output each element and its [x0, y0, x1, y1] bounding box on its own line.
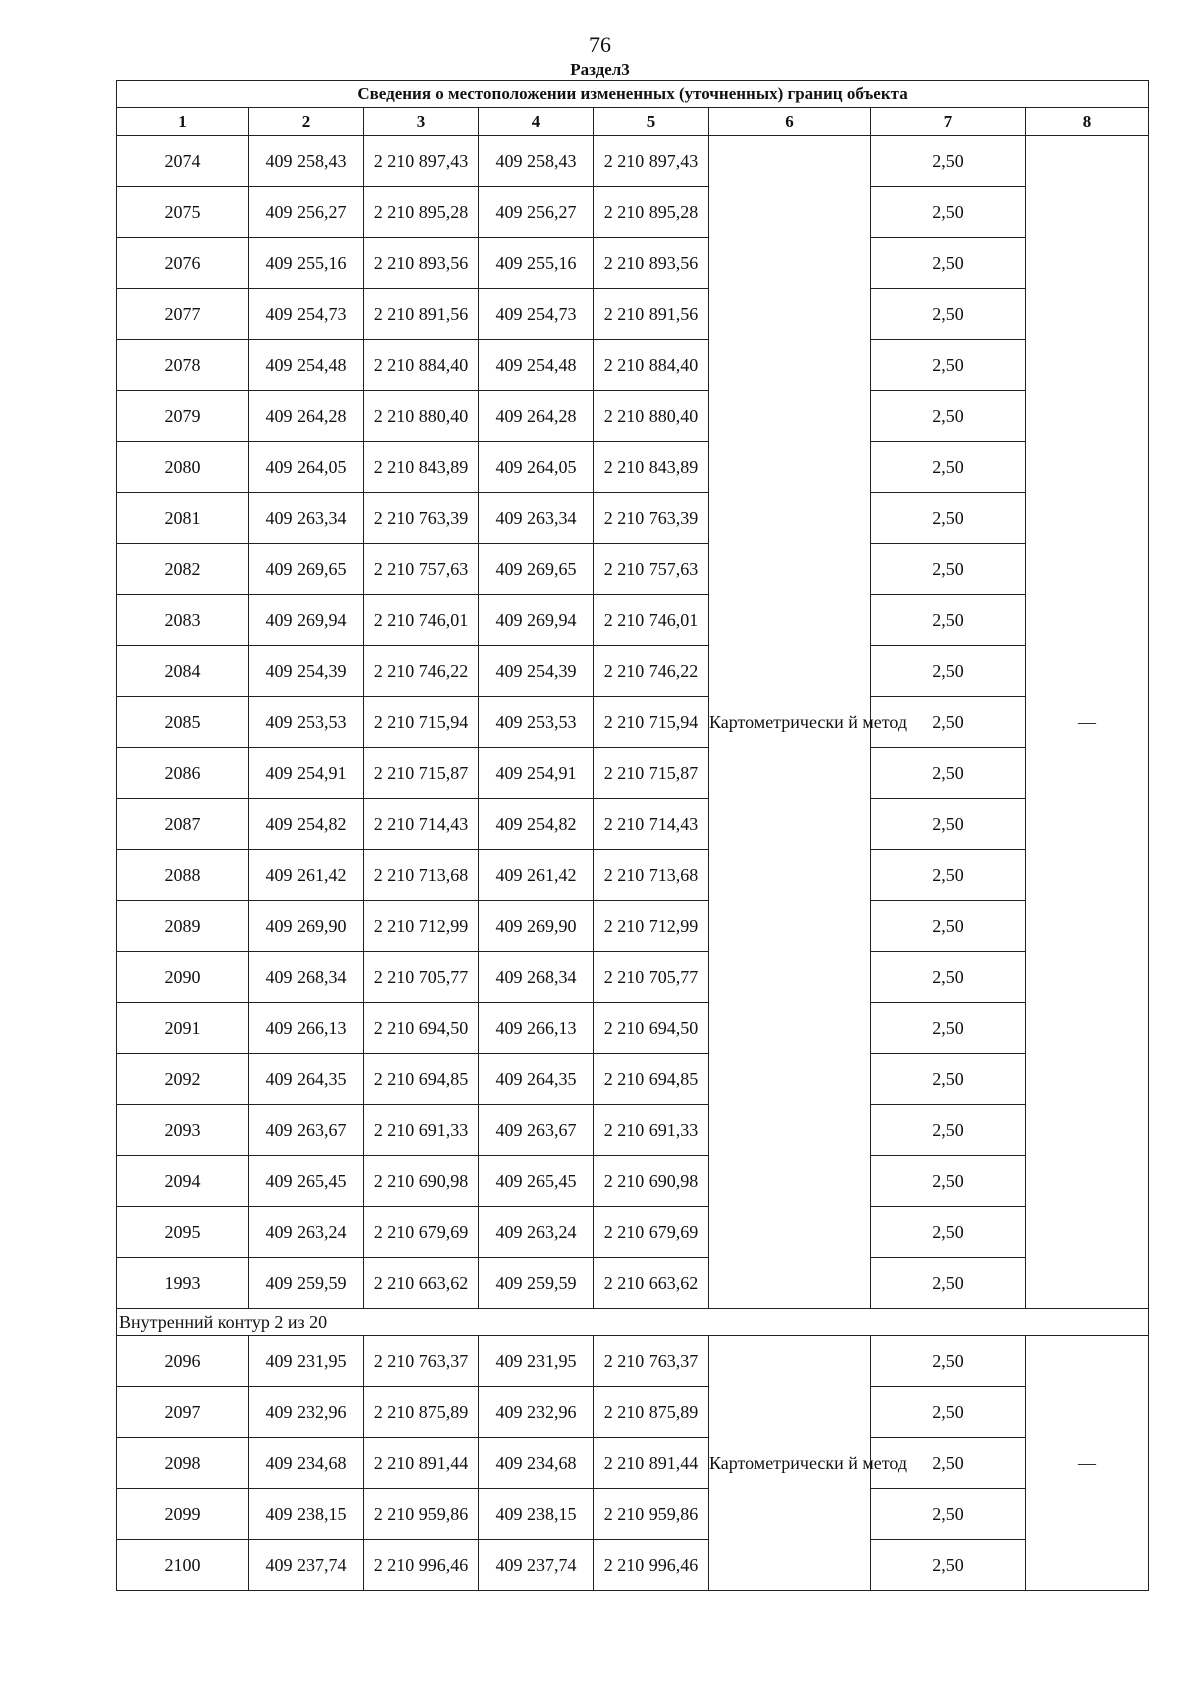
table-row: [117, 1207, 1149, 1258]
column-number: 8: [1026, 108, 1149, 136]
y-before: 2 210 895,28: [364, 187, 479, 238]
table-row: [117, 340, 1149, 391]
x-before: 409 234,68: [249, 1438, 364, 1489]
y-before: 2 210 663,62: [364, 1258, 479, 1309]
x-before: 409 254,91: [249, 748, 364, 799]
contour-label-row: [117, 1309, 1149, 1336]
y-before: 2 210 694,85: [364, 1054, 479, 1105]
y-after: 2 210 884,40: [594, 340, 709, 391]
accuracy-value: 2,50: [871, 1003, 1026, 1054]
table-row: [117, 646, 1149, 697]
x-after: 409 254,82: [479, 799, 594, 850]
y-after: 2 210 714,43: [594, 799, 709, 850]
accuracy-value: 2,50: [871, 748, 1026, 799]
accuracy-value: 2,50: [871, 1387, 1026, 1438]
accuracy-value: 2,50: [871, 1336, 1026, 1387]
y-before: 2 210 690,98: [364, 1156, 479, 1207]
x-before: 409 231,95: [249, 1336, 364, 1387]
x-after: 409 254,91: [479, 748, 594, 799]
x-before: 409 261,42: [249, 850, 364, 901]
x-after: 409 259,59: [479, 1258, 594, 1309]
point-number: 2076: [117, 238, 249, 289]
table-row: [117, 1054, 1149, 1105]
y-before: 2 210 763,37: [364, 1336, 479, 1387]
y-after: 2 210 996,46: [594, 1540, 709, 1591]
y-after: 2 210 712,99: [594, 901, 709, 952]
y-before: 2 210 757,63: [364, 544, 479, 595]
x-after: 409 269,90: [479, 901, 594, 952]
x-after: 409 255,16: [479, 238, 594, 289]
point-number: 1993: [117, 1258, 249, 1309]
accuracy-value: 2,50: [871, 391, 1026, 442]
y-after: 2 210 891,44: [594, 1438, 709, 1489]
point-number: 2091: [117, 1003, 249, 1054]
y-after: 2 210 891,56: [594, 289, 709, 340]
point-number: 2083: [117, 595, 249, 646]
accuracy-value: 2,50: [871, 136, 1026, 187]
column-number: 3: [364, 108, 479, 136]
table-row: [117, 238, 1149, 289]
accuracy-value: 2,50: [871, 1054, 1026, 1105]
y-after: 2 210 763,39: [594, 493, 709, 544]
x-before: 409 238,15: [249, 1489, 364, 1540]
point-number: 2086: [117, 748, 249, 799]
table-row: [117, 748, 1149, 799]
y-before: 2 210 746,01: [364, 595, 479, 646]
accuracy-value: 2,50: [871, 340, 1026, 391]
accuracy-value: 2,50: [871, 850, 1026, 901]
x-after: 409 254,48: [479, 340, 594, 391]
accuracy-value: 2,50: [871, 289, 1026, 340]
y-after: 2 210 757,63: [594, 544, 709, 595]
y-after: 2 210 705,77: [594, 952, 709, 1003]
accuracy-value: 2,50: [871, 1105, 1026, 1156]
x-after: 409 238,15: [479, 1489, 594, 1540]
column-number: 1: [117, 108, 249, 136]
x-after: 409 266,13: [479, 1003, 594, 1054]
table-row: [117, 1438, 1149, 1489]
accuracy-value: 2,50: [871, 697, 1026, 748]
column-number: 4: [479, 108, 594, 136]
y-after: 2 210 959,86: [594, 1489, 709, 1540]
column-number: 5: [594, 108, 709, 136]
x-after: 409 263,24: [479, 1207, 594, 1258]
table-row: [117, 493, 1149, 544]
point-number: 2084: [117, 646, 249, 697]
accuracy-value: 2,50: [871, 238, 1026, 289]
table-row: [117, 799, 1149, 850]
table-row: [117, 595, 1149, 646]
x-before: 409 269,65: [249, 544, 364, 595]
y-after: 2 210 893,56: [594, 238, 709, 289]
accuracy-value: 2,50: [871, 1438, 1026, 1489]
table-row: [117, 1156, 1149, 1207]
y-after: 2 210 895,28: [594, 187, 709, 238]
table-row: [117, 850, 1149, 901]
y-after: 2 210 691,33: [594, 1105, 709, 1156]
table-row: [117, 1387, 1149, 1438]
x-after: 409 265,45: [479, 1156, 594, 1207]
accuracy-value: 2,50: [871, 952, 1026, 1003]
x-before: 409 265,45: [249, 1156, 364, 1207]
y-before: 2 210 996,46: [364, 1540, 479, 1591]
x-before: 409 269,94: [249, 595, 364, 646]
table-row: [117, 1105, 1149, 1156]
y-before: 2 210 715,94: [364, 697, 479, 748]
y-before: 2 210 705,77: [364, 952, 479, 1003]
x-before: 409 266,13: [249, 1003, 364, 1054]
x-before: 409 264,35: [249, 1054, 364, 1105]
accuracy-value: 2,50: [871, 1258, 1026, 1309]
accuracy-value: 2,50: [871, 1156, 1026, 1207]
column-number: 2: [249, 108, 364, 136]
point-number: 2097: [117, 1387, 249, 1438]
table-row: [117, 187, 1149, 238]
page-number: 76: [589, 32, 611, 57]
x-after: 409 237,74: [479, 1540, 594, 1591]
accuracy-value: 2,50: [871, 646, 1026, 697]
contour-label: Внутренний контур 2 из 20: [117, 1309, 1149, 1336]
y-after: 2 210 897,43: [594, 136, 709, 187]
point-number: 2078: [117, 340, 249, 391]
accuracy-value: 2,50: [871, 187, 1026, 238]
accuracy-value: 2,50: [871, 544, 1026, 595]
y-before: 2 210 891,44: [364, 1438, 479, 1489]
y-before: 2 210 763,39: [364, 493, 479, 544]
y-after: 2 210 690,98: [594, 1156, 709, 1207]
point-number: 2098: [117, 1438, 249, 1489]
y-before: 2 210 691,33: [364, 1105, 479, 1156]
coordinates-table: [116, 80, 1149, 1591]
x-after: 409 261,42: [479, 850, 594, 901]
point-number: 2075: [117, 187, 249, 238]
point-number: 2085: [117, 697, 249, 748]
x-before: 409 254,48: [249, 340, 364, 391]
x-after: 409 269,65: [479, 544, 594, 595]
y-after: 2 210 746,22: [594, 646, 709, 697]
x-before: 409 259,59: [249, 1258, 364, 1309]
point-number: 2077: [117, 289, 249, 340]
column-number-row: [117, 108, 1149, 136]
x-after: 409 254,39: [479, 646, 594, 697]
y-after: 2 210 746,01: [594, 595, 709, 646]
x-after: 409 253,53: [479, 697, 594, 748]
x-before: 409 263,34: [249, 493, 364, 544]
x-after: 409 234,68: [479, 1438, 594, 1489]
point-number: 2096: [117, 1336, 249, 1387]
section-title: Раздел3: [570, 60, 630, 79]
y-before: 2 210 679,69: [364, 1207, 479, 1258]
y-after: 2 210 715,94: [594, 697, 709, 748]
x-after: 409 258,43: [479, 136, 594, 187]
point-number: 2087: [117, 799, 249, 850]
y-before: 2 210 843,89: [364, 442, 479, 493]
table-body: [117, 136, 1149, 1591]
x-after: 409 263,34: [479, 493, 594, 544]
accuracy-value: 2,50: [871, 595, 1026, 646]
point-number: 2090: [117, 952, 249, 1003]
point-number: 2081: [117, 493, 249, 544]
y-after: 2 210 679,69: [594, 1207, 709, 1258]
point-number: 2092: [117, 1054, 249, 1105]
x-before: 409 254,82: [249, 799, 364, 850]
x-after: 409 264,28: [479, 391, 594, 442]
point-number: 2093: [117, 1105, 249, 1156]
x-before: 409 232,96: [249, 1387, 364, 1438]
table-row: [117, 1540, 1149, 1591]
y-after: 2 210 663,62: [594, 1258, 709, 1309]
x-before: 409 237,74: [249, 1540, 364, 1591]
x-after: 409 269,94: [479, 595, 594, 646]
accuracy-value: 2,50: [871, 493, 1026, 544]
y-before: 2 210 713,68: [364, 850, 479, 901]
y-after: 2 210 715,87: [594, 748, 709, 799]
y-before: 2 210 884,40: [364, 340, 479, 391]
y-after: 2 210 875,89: [594, 1387, 709, 1438]
y-before: 2 210 714,43: [364, 799, 479, 850]
accuracy-value: 2,50: [871, 1540, 1026, 1591]
accuracy-value: 2,50: [871, 799, 1026, 850]
accuracy-value: 2,50: [871, 901, 1026, 952]
table-row: [117, 289, 1149, 340]
table-row: [117, 697, 1149, 748]
x-after: 409 263,67: [479, 1105, 594, 1156]
point-number: 2089: [117, 901, 249, 952]
table-row: [117, 952, 1149, 1003]
table-row: [117, 136, 1149, 187]
x-before: 409 254,73: [249, 289, 364, 340]
y-after: 2 210 880,40: [594, 391, 709, 442]
column-number: 7: [871, 108, 1026, 136]
table-row: [117, 1003, 1149, 1054]
method-cell: Картометрически й метод: [709, 1336, 871, 1591]
column-number: 6: [709, 108, 871, 136]
point-number: 2074: [117, 136, 249, 187]
x-before: 409 255,16: [249, 238, 364, 289]
x-after: 409 264,35: [479, 1054, 594, 1105]
x-before: 409 264,05: [249, 442, 364, 493]
empty-dash-cell: —: [1026, 1336, 1149, 1591]
x-before: 409 263,24: [249, 1207, 364, 1258]
x-before: 409 254,39: [249, 646, 364, 697]
x-before: 409 263,67: [249, 1105, 364, 1156]
y-after: 2 210 843,89: [594, 442, 709, 493]
x-before: 409 264,28: [249, 391, 364, 442]
table-row: [117, 1336, 1149, 1387]
point-number: 2088: [117, 850, 249, 901]
table-row: [117, 442, 1149, 493]
empty-dash-cell: —: [1026, 136, 1149, 1309]
point-number: 2094: [117, 1156, 249, 1207]
table-row: [117, 901, 1149, 952]
table-row: [117, 1489, 1149, 1540]
y-before: 2 210 959,86: [364, 1489, 479, 1540]
x-after: 409 254,73: [479, 289, 594, 340]
y-before: 2 210 712,99: [364, 901, 479, 952]
y-before: 2 210 880,40: [364, 391, 479, 442]
x-after: 409 231,95: [479, 1336, 594, 1387]
y-before: 2 210 694,50: [364, 1003, 479, 1054]
x-after: 409 256,27: [479, 187, 594, 238]
y-before: 2 210 746,22: [364, 646, 479, 697]
y-after: 2 210 694,50: [594, 1003, 709, 1054]
point-number: 2095: [117, 1207, 249, 1258]
y-after: 2 210 713,68: [594, 850, 709, 901]
accuracy-value: 2,50: [871, 1489, 1026, 1540]
point-number: 2079: [117, 391, 249, 442]
x-after: 409 268,34: [479, 952, 594, 1003]
x-before: 409 258,43: [249, 136, 364, 187]
x-before: 409 256,27: [249, 187, 364, 238]
x-before: 409 269,90: [249, 901, 364, 952]
table-row: [117, 544, 1149, 595]
y-before: 2 210 897,43: [364, 136, 479, 187]
y-after: 2 210 694,85: [594, 1054, 709, 1105]
point-number: 2080: [117, 442, 249, 493]
accuracy-value: 2,50: [871, 442, 1026, 493]
x-before: 409 253,53: [249, 697, 364, 748]
point-number: 2099: [117, 1489, 249, 1540]
point-number: 2082: [117, 544, 249, 595]
table-row: [117, 1258, 1149, 1309]
y-before: 2 210 715,87: [364, 748, 479, 799]
method-cell: Картометрически й метод: [709, 136, 871, 1309]
y-before: 2 210 891,56: [364, 289, 479, 340]
x-before: 409 268,34: [249, 952, 364, 1003]
table-title: Сведения о местоположении измененных (уточненных) границ объекта: [117, 81, 1149, 108]
x-after: 409 264,05: [479, 442, 594, 493]
accuracy-value: 2,50: [871, 1207, 1026, 1258]
y-after: 2 210 763,37: [594, 1336, 709, 1387]
y-before: 2 210 875,89: [364, 1387, 479, 1438]
point-number: 2100: [117, 1540, 249, 1591]
x-after: 409 232,96: [479, 1387, 594, 1438]
table-row: [117, 391, 1149, 442]
y-before: 2 210 893,56: [364, 238, 479, 289]
